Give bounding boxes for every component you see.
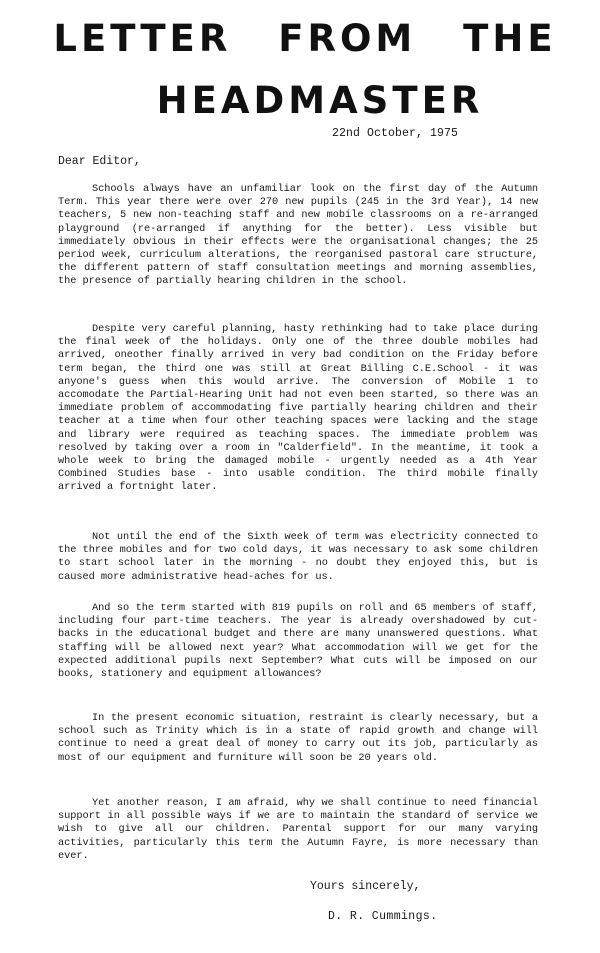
paragraph-3: Not until the end of the Sixth week of term was electricity connected to the three mobiles and for two cold days, it was necessary to ask some children to start school later in the morning - no doubt they enjoyed this, but is caused more administrative head-aches for us. xyxy=(58,531,538,583)
signature: D. R. Cummings. xyxy=(328,910,438,923)
paragraph-6: Yet another reason, I am afraid, why we shall continue to need financial support in all possible ways if we are to maintain the standard of service we wish to give all our children. Parental support for our many varying activities, particularly this term the Autumn Fayre, is more necessary than ever. xyxy=(58,797,538,862)
paragraph-5: In the present economic situation, restraint is clearly necessary, but a school such as Trinity which is in a state of rapid growth and change will continue to need a great deal of money to carry out its job, particularly as most of our equipment and furniture will soon be 20 years old. xyxy=(58,712,538,764)
salutation: Dear Editor, xyxy=(58,155,141,168)
paragraph-1: Schools always have an unfamiliar look on the first day of the Autumn Term. This year there were over 270 new pupils (245 in the 3rd Year), 14 new teachers, 5 new non-teaching staff and new mobile classrooms on a re-arranged playground (re-arranged if anything for the better). Less visible but immediately obvious in their effects were the organisational changes; the 25 period week, curriculum alterations, the reorganised pastoral care structure, the different pattern of staff consultation meetings and morning assemblies, the presence of partially hearing children in the school. xyxy=(58,183,538,288)
closing: Yours sincerely, xyxy=(310,880,421,893)
paragraph-4: And so the term started with 819 pupils on roll and 65 members of staff, including four part-time teachers. The year is already overshadowed by cut-backs in the educational budget and there are many unanswered questions. What staffing will be allowed next year? What accommodation will we get for the expected additional pupils next September? What cuts will be imposed on our books, stationery and equipment allowances? xyxy=(58,602,538,681)
paragraph-2: Despite very careful planning, hasty rethinking had to take place during the final week of the holidays. Only one of the three double mobiles had arrived, oneother finally arrived in very bad condition on the Friday before term began, the third one was still at Great Billing C.E.School - it was anyone's guess when this would arrive. The conversion of Mobile 1 to accomodate the Partial-Hearing Unit had not even been started, so there was an immediate problem of accommodating five partially hearing children and their teacher at a time when four other teaching spaces were lacking and the stage and library were required as teaching spaces. The immediate problem was resolved by taking over a room in "Calderfield". In the meantime, it took a whole week to bring the damaged mobile - urgently needed as a 4th Year Combined Studies base - into usable condition. The third mobile finally arrived a fortnight later. xyxy=(58,323,538,494)
title-line-1: LETTER FROM THE xyxy=(53,17,557,60)
title-line-2: HEADMASTER xyxy=(156,79,484,122)
letter-date: 22nd October, 1975 xyxy=(332,127,459,140)
